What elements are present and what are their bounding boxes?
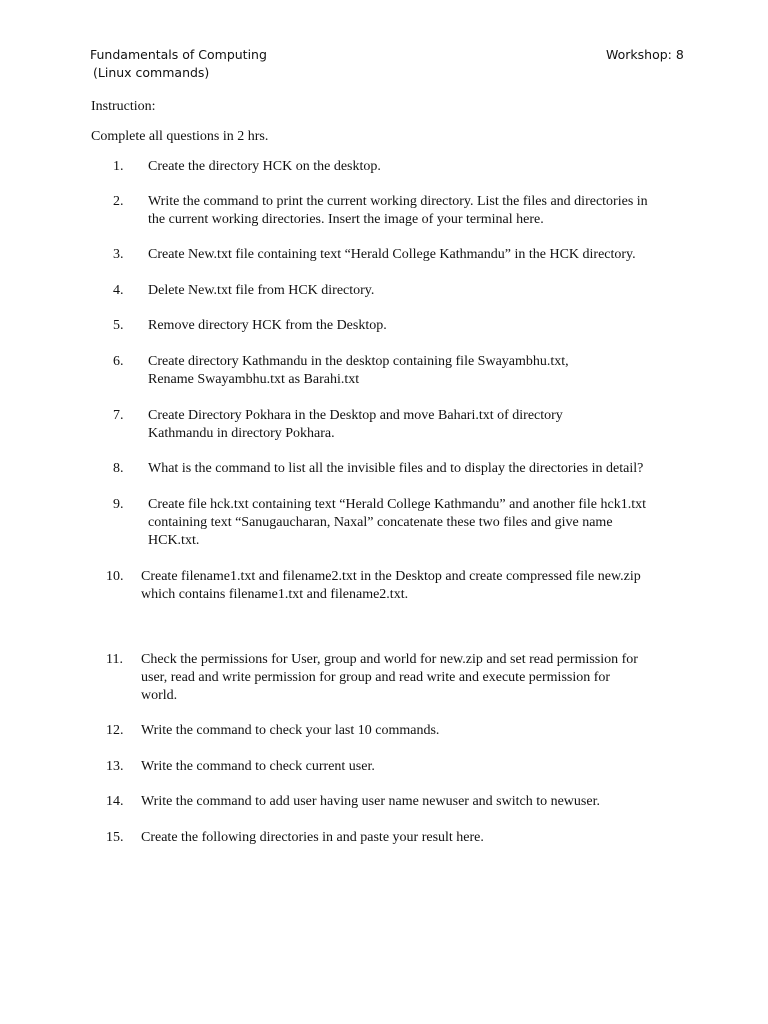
question-line: Write the command to check current user. (141, 759, 375, 774)
question-text (148, 282, 690, 300)
question-line: Create directory Kathmandu in the desktop containing file Swayambhu.txt, (148, 354, 569, 369)
question-item (100, 282, 690, 300)
question-line: Create New.txt file containing text “Herald College Kathmandu” in the HCK directory. (148, 247, 636, 262)
question-line: Create filename1.txt and filename2.txt in the Desktop and create compressed file new.zip (141, 569, 641, 584)
question-item (100, 722, 690, 740)
question-item (100, 246, 690, 264)
question-line: Delete New.txt file from HCK directory. (148, 283, 375, 298)
question-text (141, 568, 690, 604)
question-number: 1. (113, 159, 124, 174)
question-line: HCK.txt. (148, 533, 200, 548)
question-number: 14. (106, 794, 124, 809)
header-left (90, 46, 267, 82)
question-item (100, 460, 690, 478)
question-number: 7. (113, 408, 124, 423)
question-text (141, 722, 690, 740)
question-number: 12. (106, 723, 124, 738)
question-text (141, 829, 690, 847)
question-text (141, 758, 690, 776)
question-line: world. (141, 688, 178, 703)
question-line: which contains filename1.txt and filename2.txt. (141, 587, 409, 602)
question-text (148, 460, 690, 478)
question-item (100, 158, 690, 176)
question-item (100, 793, 690, 811)
question-item (100, 651, 690, 705)
question-text (148, 158, 690, 176)
question-item (100, 193, 690, 229)
question-line: Create file hck.txt containing text “Herald College Kathmandu” and another file hck1.txt (148, 497, 646, 512)
question-item (100, 829, 690, 847)
question-text (141, 651, 690, 705)
question-number: 3. (113, 247, 124, 262)
question-line: Kathmandu in directory Pokhara. (148, 426, 335, 441)
question-line: user, read and write permission for group and read write and execute permission for (141, 670, 611, 685)
question-text (148, 246, 690, 264)
question-line: Create the directory HCK on the desktop. (148, 159, 381, 174)
question-line: Create the following directories in and paste your result here. (141, 830, 484, 845)
question-line: the current working directories. Insert the image of your terminal here. (148, 212, 544, 227)
question-line: What is the command to list all the invisible files and to display the directories in detail? (148, 461, 644, 476)
question-item (100, 496, 690, 550)
question-text (148, 407, 690, 443)
question-line: Rename Swayambhu.txt as Barahi.txt (148, 372, 360, 387)
question-line: Create Directory Pokhara in the Desktop and move Bahari.txt of directory (148, 408, 563, 423)
question-number: 6. (113, 354, 124, 369)
question-number: 5. (113, 318, 124, 333)
question-item (100, 317, 690, 335)
question-item (100, 407, 690, 443)
question-item (100, 568, 690, 604)
course-title: Fundamentals of Computing (90, 47, 267, 62)
question-number: 10. (106, 569, 124, 584)
question-line: Write the command to check your last 10 commands. (141, 723, 440, 738)
course-subtitle: (Linux commands) (93, 65, 210, 80)
question-line: Check the permissions for User, group and world for new.zip and set read permission for (141, 652, 638, 667)
intro-text: Complete all questions in 2 hrs. (91, 129, 269, 144)
question-text (148, 496, 690, 550)
question-text (148, 193, 690, 229)
question-item (100, 758, 690, 776)
question-text (141, 793, 690, 811)
question-line: Remove directory HCK from the Desktop. (148, 318, 387, 333)
question-number: 8. (113, 461, 124, 476)
question-item (100, 353, 690, 389)
question-line: Write the command to add user having user name newuser and switch to newuser. (141, 794, 600, 809)
question-line: containing text “Sanugaucharan, Naxal” concatenate these two files and give name (148, 515, 613, 530)
question-number: 11. (106, 652, 123, 667)
question-text (148, 353, 690, 389)
workshop-label: Workshop: 8 (606, 47, 684, 62)
question-number: 4. (113, 283, 124, 298)
question-number: 15. (106, 830, 124, 845)
question-number: 13. (106, 759, 124, 774)
question-line: Write the command to print the current working directory. List the files and directories in (148, 194, 648, 209)
question-text (148, 317, 690, 335)
question-number: 9. (113, 497, 124, 512)
instruction-heading: Instruction: (91, 99, 156, 114)
question-number: 2. (113, 194, 124, 209)
